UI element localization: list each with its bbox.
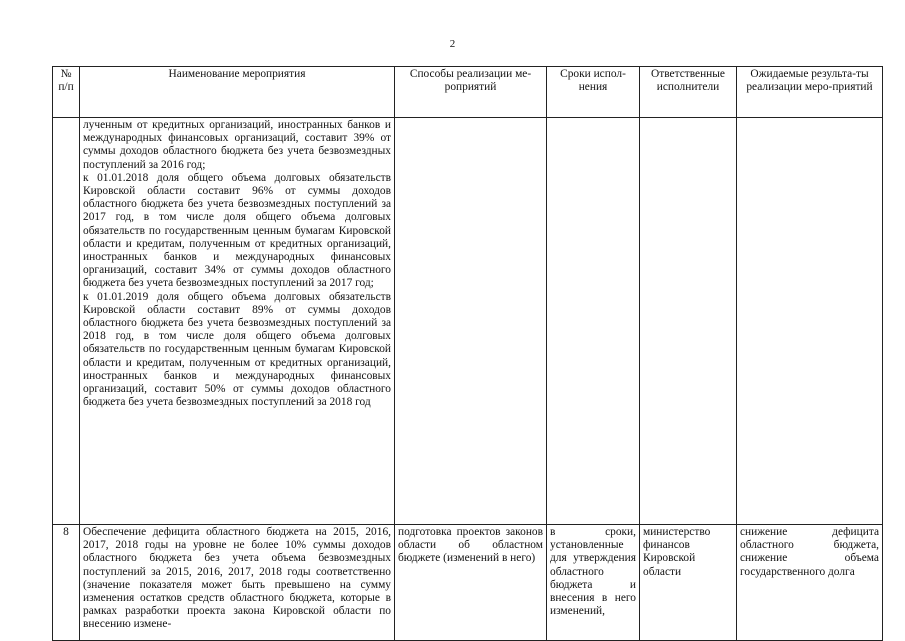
row8-terms: в сроки, установленные для утверждения областного бюджета и внесения в него изменений, (547, 525, 640, 641)
table-header-row (53, 67, 883, 118)
header-terms: Сроки испол-нения (547, 67, 640, 118)
header-responsible: Ответственные исполнители (640, 67, 737, 118)
row8-methods: подготовка проектов законов области об областном бюджете (изменений в него) (395, 525, 547, 641)
header-num: № п/п (53, 67, 80, 118)
continuation-responsible-cell (640, 118, 737, 525)
row8-name: Обеспечение дефицита областного бюджета на 2015, 2016, 2017, 2018 годы на уровне не более 10% суммы доходов областного бюджета без учета объема безвозмездных поступлений за 2015, 2016, 2017, 2018 годы соответственно (значение показателя может быть превышено на сумму изменения остатков средств областного бюджета, которые в рамках разработки проекта закона Кировской области по внесению измене- (80, 525, 395, 641)
header-results: Ожидаемые результа-ты реализации меро-приятий (737, 67, 883, 118)
continuation-paragraph: лученным от кредитных организаций, иностранных банков и международных финансовых организаций, составит 39% от суммы доходов областного бюджета без учета безвозмездных поступлений за 2016 год; (83, 119, 391, 171)
row8-num: 8 (53, 525, 80, 641)
table-row-continuation (53, 118, 883, 525)
continuation-paragraph: к 01.01.2019 доля общего объема долговых обязательств Кировской области составит 89% от суммы доходов областного бюджета без учета безвозмездных поступлений за 2018 год, в том числе доля общего объема долговых обязательств по государственным ценным бумагам Кировской области и кредитам, полученным от кредитных организаций, иностранных банков и международных финансовых организаций, составит 50% от суммы доходов областного бюджета без учета безвозмездных поступлений за 2018 год (83, 290, 391, 409)
page-number: 2 (449, 38, 456, 50)
row8-results: снижение дефицита областного бюджета, снижение объема государственного долга (737, 525, 883, 641)
header-methods: Способы реализации ме-роприятий (395, 67, 547, 118)
continuation-terms-cell (547, 118, 640, 525)
header-name: Наименование мероприятия (80, 67, 395, 118)
continuation-num-cell (53, 118, 80, 525)
continuation-name-cell (80, 118, 395, 525)
continuation-paragraph: к 01.01.2018 доля общего объема долговых обязательств Кировской области составит 96% от суммы доходов областного бюджета без учета безвозмездных поступлений за 2017 год, в том числе доля общего объема долговых обязательств по государственным ценным бумагам Кировской области и кредитам, полученным от кредитных организаций, иностранных банков и международных финансовых организаций, составит 34% от суммы доходов областного бюджета без учета безвозмездных поступлений за 2017 год; (83, 171, 391, 290)
continuation-results-cell (737, 118, 883, 525)
row8-responsible: министерство финансов Кировской области (640, 525, 737, 641)
measures-table (52, 66, 883, 641)
continuation-methods-cell (395, 118, 547, 525)
table-row-8 (53, 525, 883, 641)
